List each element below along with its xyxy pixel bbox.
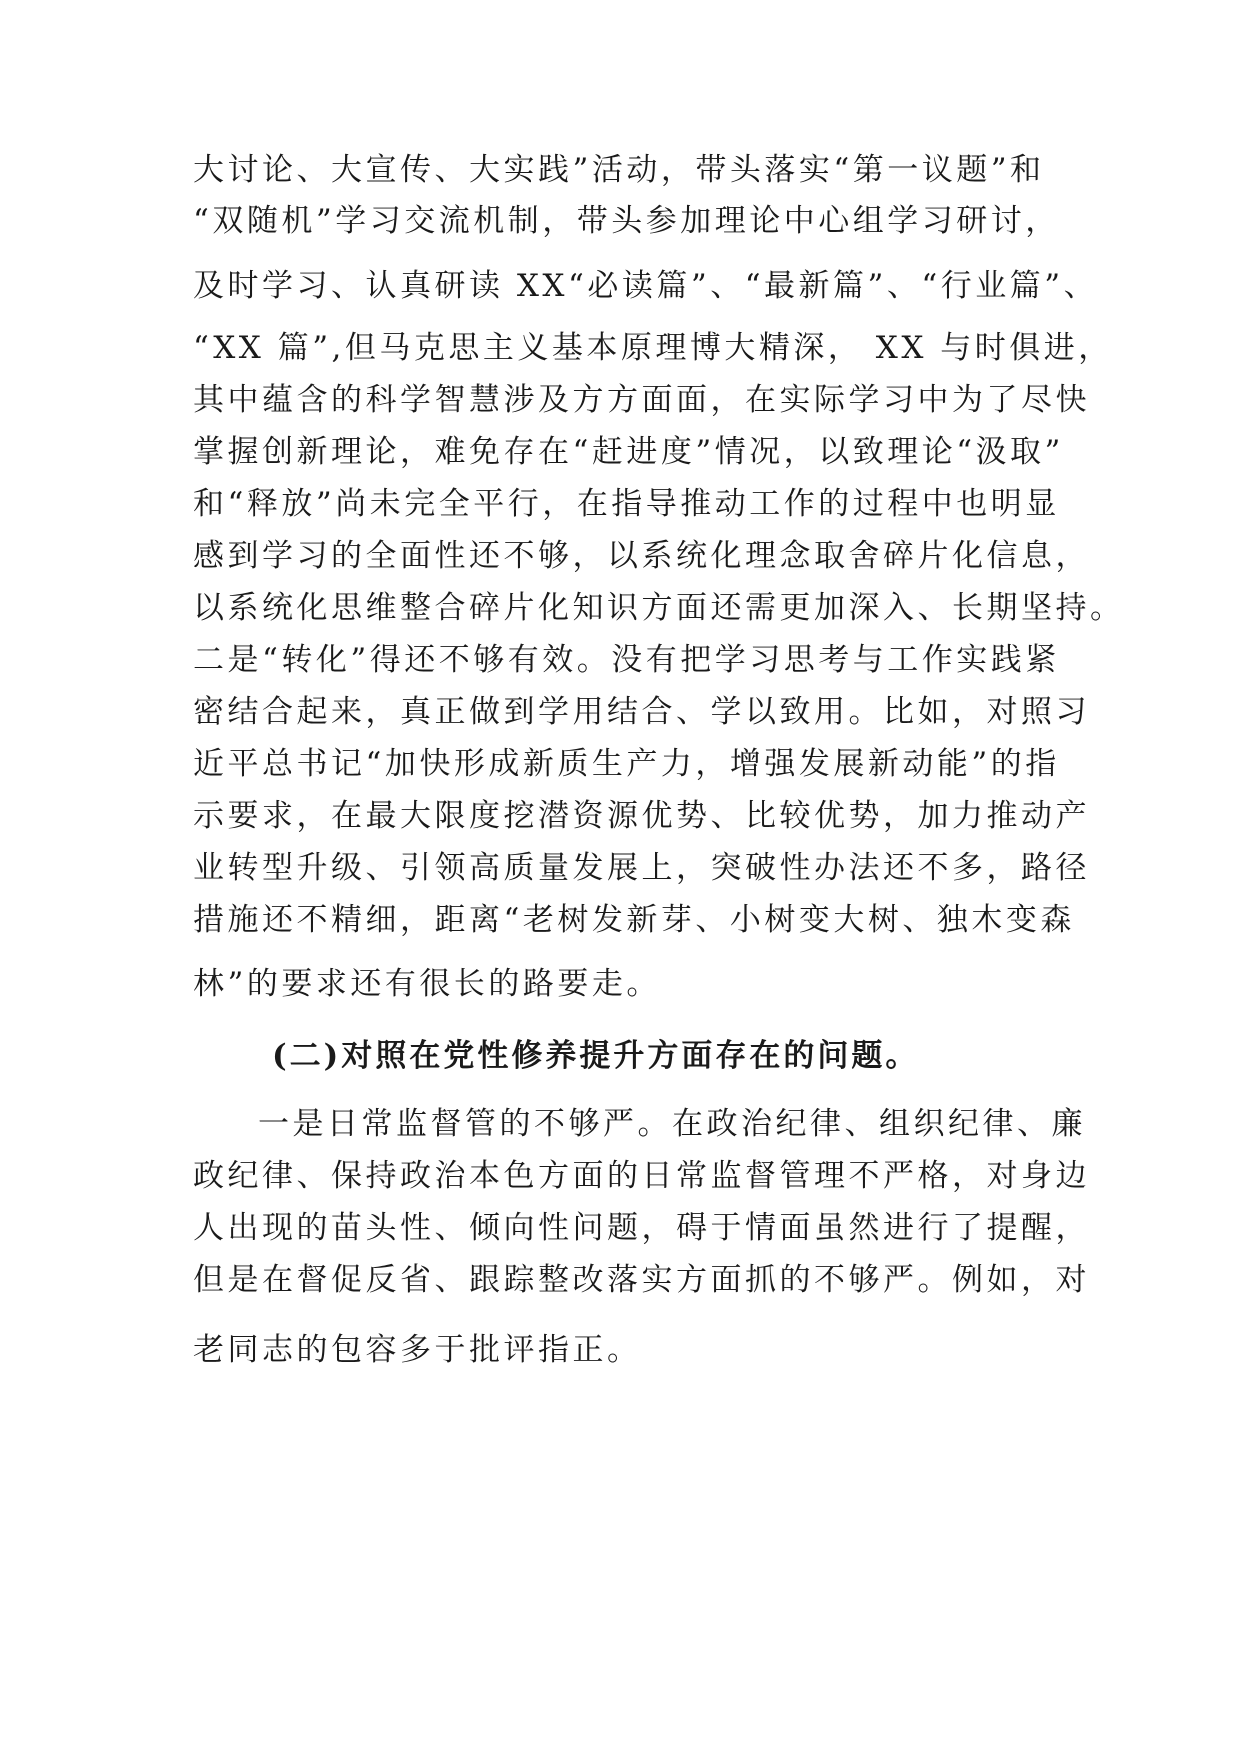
body-text-line: 政纪律、保持政治本色方面的日常监督管理不严格，对身边 xyxy=(193,1158,1090,1194)
paragraph-first-line: 一是日常监督管的不够严。在政治纪律、组织纪律、廉 xyxy=(258,1106,1086,1142)
body-text-line: 老同志的包容多于批评指正。 xyxy=(193,1332,642,1368)
body-text-line: 林”的要求还有很长的路要走。 xyxy=(193,966,661,1002)
body-text-line: 及时学习、认真研读 XX“必读篇”、“最新篇”、“行业篇”、 xyxy=(193,268,1099,304)
body-text-line: “XX 篇”,但马克思主义基本原理博大精深， XX 与时俱进， xyxy=(193,330,1113,366)
body-text-line: 其中蕴含的科学智慧涉及方方面面，在实际学习中为了尽快 xyxy=(193,382,1090,418)
body-text-line: 大讨论、大宣传、大实践”活动，带头落实“第一议题”和 xyxy=(193,152,1045,188)
body-text-line: 密结合起来，真正做到学用结合、学以致用。比如，对照习 xyxy=(193,694,1090,730)
body-text-line: 近平总书记“加快形成新质生产力，增强发展新动能”的指 xyxy=(193,746,1060,782)
body-text-line: 二是“转化”得还不够有效。没有把学习思考与工作实践紧 xyxy=(193,642,1060,678)
body-text-line: “双随机”学习交流机制，带头参加理论中心组学习研讨， xyxy=(193,203,1060,239)
body-text-line: 措施还不精细，距离“老树发新芽、小树变大树、独木变森 xyxy=(193,902,1075,938)
section-heading: (二)对照在党性修养提升方面存在的问题。 xyxy=(272,1038,920,1074)
body-text-line: 人出现的苗头性、倾向性问题，碍于情面虽然进行了提醒， xyxy=(193,1210,1090,1246)
body-text-line: 但是在督促反省、跟踪整改落实方面抓的不够严。例如，对 xyxy=(193,1262,1090,1298)
body-text-line: 示要求，在最大限度挖潜资源优势、比较优势，加力推动产 xyxy=(193,798,1090,834)
body-text-line: 以系统化思维整合碎片化知识方面还需更加深入、长期坚持。 xyxy=(193,590,1125,626)
body-text-line: 感到学习的全面性还不够，以系统化理念取舍碎片化信息， xyxy=(193,538,1090,574)
body-text-line: 掌握创新理论，难免存在“赶进度”情况，以致理论“汲取” xyxy=(193,434,1064,470)
body-text-line: 业转型升级、引领高质量发展上，突破性办法还不多，路径 xyxy=(193,850,1090,886)
body-text-line: 和“释放”尚未完全平行，在指导推动工作的过程中也明显 xyxy=(193,486,1060,522)
